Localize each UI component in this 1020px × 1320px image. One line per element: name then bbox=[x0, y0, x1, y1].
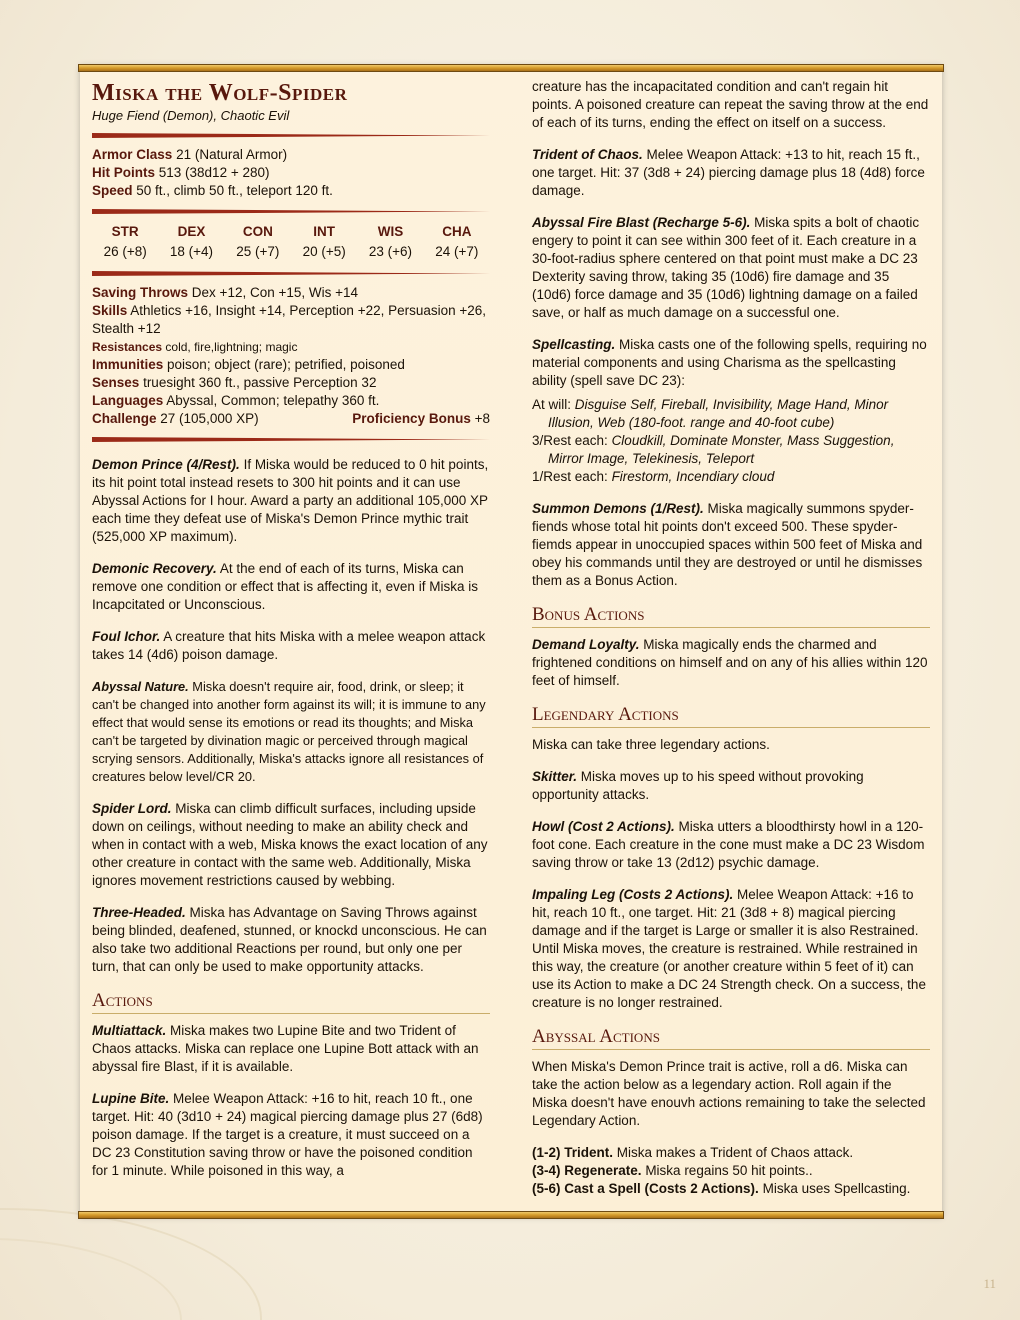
action-spellcasting bbox=[532, 336, 930, 390]
proficiency-bonus bbox=[352, 410, 490, 428]
action-text: Miska utters a bloodthirsty howl in a 120-foot cone. Each creature in the cone must make a DC 23 Wisdom saving throw or take 13 (2d12) psychic damage. bbox=[532, 819, 925, 870]
actions-heading: Actions bbox=[92, 990, 490, 1014]
proficiency-value: +8 bbox=[474, 411, 490, 426]
trait-three-headed bbox=[92, 904, 490, 976]
option-roll: (1-2) Trident. bbox=[532, 1145, 614, 1160]
spell-frequency: 1/Rest each: bbox=[532, 469, 608, 484]
action-text: Miska moves up to his speed without provoking opportunity attacks. bbox=[532, 769, 864, 802]
hit-points-value: 513 (38d12 + 280) bbox=[158, 165, 270, 180]
action-trident-of-chaos bbox=[532, 146, 930, 200]
ability-name: CON bbox=[242, 224, 273, 239]
tapered-rule bbox=[92, 271, 490, 276]
trait-text: A creature that hits Miska with a melee weapon attack takes 14 (4d6) poison damage. bbox=[92, 629, 486, 662]
action-text: Miska makes two Lupine Bite and two Trident of Chaos attacks. Miska can replace one Lupine Bott attack with an abyssal fire Blast, if it is available. bbox=[92, 1023, 479, 1074]
spell-frequency: 3/Rest each: bbox=[532, 433, 608, 448]
trait-demon-prince bbox=[92, 456, 490, 546]
ability-score: 23 (+6) bbox=[368, 244, 413, 259]
action-name: Impaling Leg (Costs 2 Actions). bbox=[532, 887, 734, 902]
trait-foul-ichor bbox=[92, 628, 490, 664]
trait-abyssal-nature bbox=[92, 678, 490, 786]
speed-value: 50 ft., climb 50 ft., teleport 120 ft. bbox=[136, 183, 333, 198]
trait-name: Demonic Recovery. bbox=[92, 561, 217, 576]
tapered-rule bbox=[92, 437, 490, 442]
armor-class-value: 21 (Natural Armor) bbox=[176, 147, 288, 162]
speed bbox=[92, 182, 490, 200]
challenge-value: 27 (105,000 XP) bbox=[160, 411, 259, 426]
action-name: Spellcasting. bbox=[532, 337, 616, 352]
monster-name: Miska the Wolf-Spider bbox=[92, 80, 348, 106]
abyssal-option-regenerate bbox=[532, 1162, 930, 1180]
skills-label: Skills bbox=[92, 303, 128, 318]
spell-list: Cloudkill, Dominate Monster, Mass Suggestion, Mirror Image, Telekinesis, Teleport bbox=[548, 433, 895, 466]
action-abyssal-fire-blast bbox=[532, 214, 930, 322]
ability-name: WIS bbox=[377, 224, 404, 239]
option-text: Miska uses Spellcasting. bbox=[762, 1181, 911, 1196]
hit-points-label: Hit Points bbox=[92, 165, 155, 180]
spell-line-3-rest bbox=[532, 432, 930, 468]
bonus-actions-heading: Bonus Actions bbox=[532, 604, 930, 628]
ability-name: INT bbox=[313, 224, 336, 239]
monster-type: Huge Fiend (Demon), Chaotic Evil bbox=[92, 108, 290, 123]
trait-text: Miska has Advantage on Saving Throws against being blinded, deafened, stunned, or knockd unconscious. He can also take two additional Reactions per round, but only one per turn, that can only be used to make opportunity attacks. bbox=[92, 905, 487, 974]
spell-list: Firestorm, Incendiary cloud bbox=[611, 469, 775, 484]
skills bbox=[92, 302, 490, 338]
resistances bbox=[92, 338, 490, 356]
legendary-howl bbox=[532, 818, 930, 872]
right-column bbox=[532, 78, 930, 1198]
abyssal-option-cast-spell bbox=[532, 1180, 930, 1198]
proficiency-label: Proficiency Bonus bbox=[352, 411, 471, 426]
saving-throws-value: Dex +12, Con +15, Wis +14 bbox=[191, 285, 359, 300]
trait-text: Miska can climb difficult surfaces, including upside down on ceilings, without needing to make an ability check and when in contact with a web, Miska knows the exact location of any other creature in contact with the same web. Additionally, Miska ignores movement restrictions caused by webbing. bbox=[92, 801, 488, 888]
trait-name: Three-Headed. bbox=[92, 905, 186, 920]
action-name: Demand Loyalty. bbox=[532, 637, 640, 652]
challenge-label: Challenge bbox=[92, 411, 157, 426]
stat-block bbox=[80, 66, 942, 1217]
trait-text: If Miska would be reduced to 0 hit points, its hit point total instead resets to 300 hit points and it can use Abyssal Actions for I hour. Award a party an additional 105,000 XP each time they defeat use of Miska's Demon Prince mythic trait (525,000 XP maximum). bbox=[92, 457, 489, 544]
abyssal-intro: When Miska's Demon Prince trait is active, roll a d6. Miska can take the action below as a legendary action. Roll again if the Miska doesn't have enouvh actions remaining to take the selected Legendary Action. bbox=[532, 1059, 926, 1128]
stat-block-top-border bbox=[78, 64, 944, 72]
senses bbox=[92, 374, 490, 392]
speed-label: Speed bbox=[92, 183, 133, 198]
trait-name: Spider Lord. bbox=[92, 801, 172, 816]
action-summon-demons bbox=[532, 500, 930, 590]
action-text: Miska casts one of the following spells, requiring no material components and using Charisma as the spellcasting ability (spell save DC 23): bbox=[532, 337, 927, 388]
option-text: Miska regains 50 hit points.. bbox=[645, 1163, 813, 1178]
challenge bbox=[92, 410, 259, 428]
action-text: Miska magically ends the charmed and frightened conditions on himself and on any of his allies within 120 feet of himself. bbox=[532, 637, 928, 688]
action-multiattack bbox=[92, 1022, 490, 1076]
senses-value: truesight 360 ft., passive Perception 32 bbox=[143, 375, 377, 390]
action-text: Miska spits a bolt of chaotic engery to point it can see within 300 feet of it. Each creature in a 30-foot-radius sphere centered on that point must make a DC 23 Dexterity saving throw, taking 35 (10d6) fire damage and 35 (10d6) force damage and 35 (10d6) lightning damage on a failed save, or half as much damage on a successful one. bbox=[532, 215, 920, 320]
action-name: Trident of Chaos. bbox=[532, 147, 643, 162]
trait-spider-lord bbox=[92, 800, 490, 890]
tapered-rule bbox=[92, 209, 490, 214]
abyssal-actions-heading: Abyssal Actions bbox=[532, 1026, 930, 1050]
immunities bbox=[92, 356, 490, 374]
hit-points bbox=[92, 164, 490, 182]
action-text: Miska magically summons spyder-fiends whose total hit points don't exceed 500. These spyder-fiemds appear in unoccupied spaces within 500 feet of Miska and obey his commands until they are destroyed or until he dismisses them as a Bonus Action. bbox=[532, 501, 923, 588]
resistances-value: cold, fire,lightning; magic bbox=[165, 340, 298, 354]
legendary-impaling-leg bbox=[532, 886, 930, 1012]
trait-name: Foul Ichor. bbox=[92, 629, 161, 644]
action-name: Lupine Bite. bbox=[92, 1091, 170, 1106]
ability-name: CHA bbox=[442, 224, 472, 239]
action-text: Melee Weapon Attack: +16 to hit, reach 10 ft., one target. Hit: 21 (3d8 + 8) magical piercing damage and if the target is Large or smaller it is also Restrained. Until Miska moves, the creature is restrained. While restrained in this way, the creature (or another creature within 5 feet of it) can use its Action to make a DC 24 Strength check. On a success, the creature is no longer restrained. bbox=[532, 887, 926, 1010]
legendary-actions-heading: Legendary Actions bbox=[532, 704, 930, 728]
ability-score: 25 (+7) bbox=[236, 244, 280, 259]
languages-value: Abyssal, Common; telepathy 360 ft. bbox=[166, 393, 380, 408]
ability-scores bbox=[92, 222, 490, 262]
option-roll: (5-6) Cast a Spell (Costs 2 Actions). bbox=[532, 1181, 759, 1196]
spell-line-at-will bbox=[532, 396, 930, 432]
challenge-row bbox=[92, 410, 490, 428]
option-roll: (3-4) Regenerate. bbox=[532, 1163, 642, 1178]
spell-list: Disguise Self, Fireball, Invisibility, Mage Hand, Minor Illusion, Web (180-foot. range and 40-foot cube) bbox=[548, 397, 889, 430]
immunities-label: Immunities bbox=[92, 357, 164, 372]
resistances-label: Resistances bbox=[92, 340, 163, 354]
trait-name: Abyssal Nature. bbox=[92, 679, 189, 694]
ability-score: 20 (+5) bbox=[302, 244, 346, 259]
stat-block-bottom-border bbox=[78, 1211, 944, 1219]
spell-frequency: At will: bbox=[532, 397, 572, 412]
action-text: Melee Weapon Attack: +13 to hit, reach 15 ft., one target. Hit: 37 (3d8 + 24) piercing damage plus 18 (4d8) force damage. bbox=[532, 147, 925, 198]
action-text: Melee Weapon Attack: +16 to hit, reach 10 ft., one target. Hit: 40 (3d10 + 24) magical piercing damage plus 27 (6d8) poison damage. If the target is a creature, it must succeed on a DC 23 Constitution saving throw or have the poisoned condition for 1 minute. While poisoned in this way, a bbox=[92, 1091, 483, 1178]
left-column bbox=[92, 76, 490, 1180]
skills-value: Athletics +16, Insight +14, Perception +22, Persuasion +26, Stealth +12 bbox=[92, 303, 487, 336]
ability-name: DEX bbox=[177, 224, 206, 239]
languages-label: Languages bbox=[92, 393, 164, 408]
bonus-demand-loyalty bbox=[532, 636, 930, 690]
trait-name: Demon Prince (4/Rest). bbox=[92, 457, 240, 472]
ability-score: 26 (+8) bbox=[103, 244, 147, 259]
action-name: Skitter. bbox=[532, 769, 578, 784]
trait-text: At the end of each of its turns, Miska can remove one condition or effect that is affecting it, even if Miska is Incapcitated or Unconscious. bbox=[92, 561, 478, 612]
option-text: Miska makes a Trident of Chaos attack. bbox=[616, 1145, 854, 1160]
ability-name: STR bbox=[111, 224, 139, 239]
saving-throws bbox=[92, 284, 490, 302]
spell-line-1-rest bbox=[532, 468, 930, 486]
immunities-value: poison; object (rare); petrified, poisoned bbox=[167, 357, 405, 372]
saving-throws-label: Saving Throws bbox=[92, 285, 189, 300]
action-name: Multiattack. bbox=[92, 1023, 167, 1038]
armor-class bbox=[92, 146, 490, 164]
trait-text: Miska doesn't require air, food, drink, or sleep; it can't be changed into another form against its will; it is immune to any effect that would sense its emotions or read its thoughts; and Miska can't be targeted by divination magic or perceived through magical scrying sensors. Additionally, Miska's attacks ignore all resistances of creatures below level/CR 20. bbox=[92, 679, 486, 784]
page-number: 11 bbox=[983, 1276, 996, 1291]
abyssal-option-trident bbox=[532, 1144, 930, 1162]
trait-demonic-recovery bbox=[92, 560, 490, 614]
legendary-intro: Miska can take three legendary actions. bbox=[532, 737, 770, 752]
languages bbox=[92, 392, 490, 410]
legendary-skitter bbox=[532, 768, 930, 804]
armor-class-label: Armor Class bbox=[92, 147, 173, 162]
action-name: Summon Demons (1/Rest). bbox=[532, 501, 704, 516]
action-name: Abyssal Fire Blast (Recharge 5-6). bbox=[532, 215, 751, 230]
ability-score: 18 (+4) bbox=[169, 244, 214, 259]
action-name: Howl (Cost 2 Actions). bbox=[532, 819, 675, 834]
action-lupine-bite-continued: creature has the incapacitated condition and can't regain hit points. A poisoned creature can repeat the saving throw at the end of each of its turns, ending the effect on itself on a success. bbox=[532, 79, 929, 130]
senses-label: Senses bbox=[92, 375, 140, 390]
action-lupine-bite bbox=[92, 1090, 490, 1180]
ability-score: 24 (+7) bbox=[435, 244, 479, 259]
tapered-rule bbox=[92, 133, 490, 138]
